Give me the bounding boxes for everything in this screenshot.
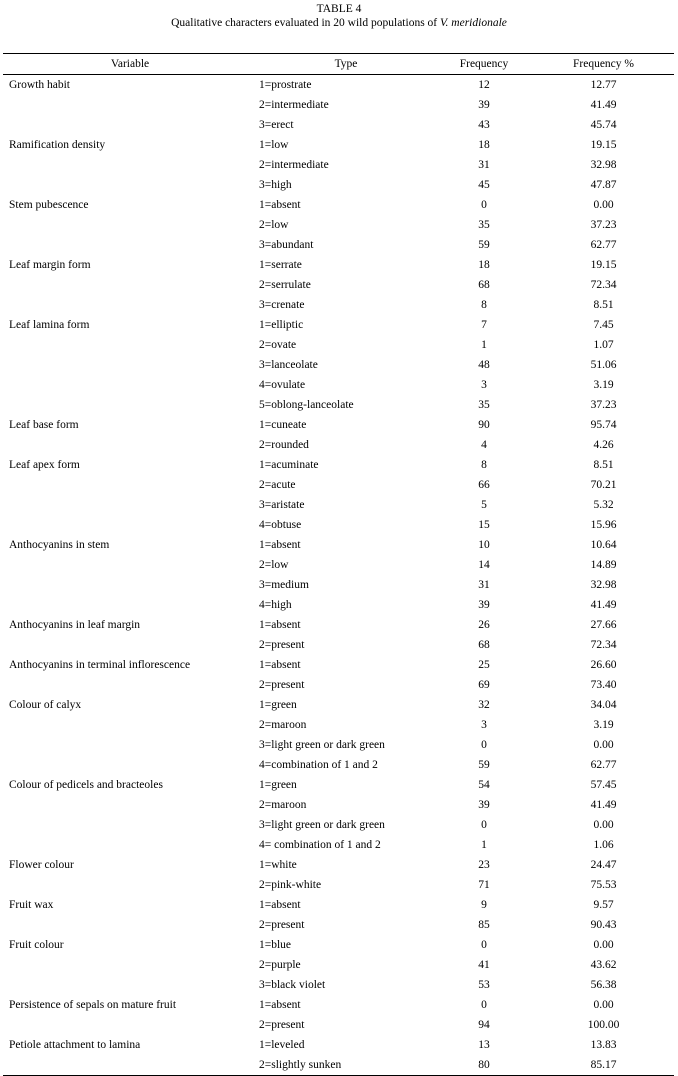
table-row <box>3 835 674 855</box>
variable-cell <box>3 755 257 775</box>
frequency-percent-cell: 7.45 <box>593 319 614 331</box>
variable-cell: Anthocyanins in terminal inflorescence <box>9 659 191 671</box>
frequency-cell: 23 <box>478 859 490 871</box>
frequency-percent-cell: 27.66 <box>590 619 617 631</box>
table-row <box>3 375 674 395</box>
header-type: Type <box>257 54 435 75</box>
frequency-percent-cell: 0.00 <box>593 999 614 1011</box>
frequency-percent-cell: 3.19 <box>593 379 614 391</box>
type-cell: 3=light green or dark green <box>259 819 385 831</box>
table-row <box>3 655 674 675</box>
frequency-cell: 0 <box>481 939 487 951</box>
type-cell: 2=acute <box>259 479 296 491</box>
frequency-percent-cell: 90.43 <box>590 919 617 931</box>
frequency-percent-cell: 14.89 <box>590 559 617 571</box>
frequency-cell: 85 <box>478 919 490 931</box>
table-row <box>3 255 674 275</box>
frequency-percent-cell: 41.49 <box>590 99 617 111</box>
table-row <box>3 895 674 915</box>
table-row <box>3 635 674 655</box>
table-row <box>3 295 674 315</box>
type-cell: 1=serrate <box>259 259 302 271</box>
type-cell: 3=high <box>259 179 292 191</box>
frequency-cell: 45 <box>478 179 490 191</box>
qualitative-characters-table <box>3 53 674 1076</box>
variable-cell <box>3 875 257 895</box>
type-cell: 3=abundant <box>259 239 314 251</box>
frequency-cell: 32 <box>478 699 490 711</box>
frequency-cell: 25 <box>478 659 490 671</box>
type-cell: 3=black violet <box>259 979 326 991</box>
variable-cell: Fruit colour <box>9 939 64 951</box>
type-cell: 1=absent <box>259 539 301 551</box>
variable-cell <box>3 715 257 735</box>
table-row <box>3 195 674 215</box>
frequency-cell: 26 <box>478 619 490 631</box>
variable-cell: Ramification density <box>9 139 106 151</box>
frequency-percent-cell: 41.49 <box>590 799 617 811</box>
table-row <box>3 615 674 635</box>
type-cell: 3=crenate <box>259 299 305 311</box>
variable-cell: Leaf apex form <box>9 459 80 471</box>
variable-cell <box>3 95 257 115</box>
frequency-cell: 69 <box>478 679 490 691</box>
frequency-percent-cell: 100.00 <box>587 1019 620 1031</box>
frequency-cell: 0 <box>481 819 487 831</box>
type-cell: 1=prostrate <box>259 79 312 91</box>
type-cell: 3=lanceolate <box>259 359 318 371</box>
frequency-percent-cell: 73.40 <box>590 679 617 691</box>
frequency-cell: 39 <box>478 799 490 811</box>
variable-cell <box>3 395 257 415</box>
frequency-percent-cell: 8.51 <box>593 459 614 471</box>
frequency-percent-cell: 26.60 <box>590 659 617 671</box>
frequency-percent-cell: 34.04 <box>590 699 617 711</box>
frequency-percent-cell: 37.23 <box>590 399 617 411</box>
header-frequency: Frequency <box>435 54 533 75</box>
frequency-percent-cell: 3.19 <box>593 719 614 731</box>
variable-cell <box>3 975 257 995</box>
frequency-cell: 68 <box>478 639 490 651</box>
table-title <box>0 16 678 30</box>
type-cell: 2=intermediate <box>259 159 329 171</box>
table-row <box>3 275 674 295</box>
frequency-percent-cell: 57.45 <box>590 779 617 791</box>
frequency-percent-cell: 9.57 <box>593 899 614 911</box>
frequency-percent-cell: 8.51 <box>593 299 614 311</box>
variable-cell: Colour of calyx <box>9 699 82 711</box>
frequency-percent-cell: 51.06 <box>590 359 617 371</box>
frequency-cell: 15 <box>478 519 490 531</box>
variable-cell <box>3 215 257 235</box>
table-row <box>3 215 674 235</box>
type-cell: 2=maroon <box>259 799 307 811</box>
frequency-percent-cell: 62.77 <box>590 759 617 771</box>
table-row <box>3 775 674 795</box>
frequency-percent-cell: 75.53 <box>590 879 617 891</box>
frequency-percent-cell: 12.77 <box>590 79 617 91</box>
table-row <box>3 555 674 575</box>
table-row <box>3 595 674 615</box>
header-frequency-percent: Frequency % <box>533 54 674 75</box>
frequency-cell: 12 <box>478 79 490 91</box>
frequency-cell: 68 <box>478 279 490 291</box>
type-cell: 1=green <box>259 699 297 711</box>
variable-cell <box>3 955 257 975</box>
variable-cell <box>3 155 257 175</box>
table-row <box>3 755 674 775</box>
variable-cell <box>3 835 257 855</box>
type-cell: 4= combination of 1 and 2 <box>259 839 381 851</box>
frequency-cell: 9 <box>481 899 487 911</box>
frequency-percent-cell: 72.34 <box>590 639 617 651</box>
type-cell: 1=leveled <box>259 1039 305 1051</box>
variable-cell <box>3 335 257 355</box>
type-cell: 1=absent <box>259 659 301 671</box>
table-row <box>3 175 674 195</box>
variable-cell: Leaf margin form <box>9 259 91 271</box>
table-row <box>3 535 674 555</box>
type-cell: 2=present <box>259 639 305 651</box>
table-row <box>3 335 674 355</box>
frequency-percent-cell: 1.06 <box>593 839 614 851</box>
table-row <box>3 1015 674 1035</box>
frequency-percent-cell: 13.83 <box>590 1039 617 1051</box>
table-row <box>3 1055 674 1076</box>
table-row <box>3 675 674 695</box>
type-cell: 1=blue <box>259 939 292 951</box>
variable-cell: Anthocyanins in leaf margin <box>9 619 141 631</box>
frequency-percent-cell: 10.64 <box>590 539 617 551</box>
frequency-cell: 13 <box>478 1039 490 1051</box>
frequency-percent-cell: 0.00 <box>593 199 614 211</box>
variable-cell: Leaf lamina form <box>9 319 90 331</box>
type-cell: 2=low <box>259 559 289 571</box>
table-row <box>3 135 674 155</box>
table-row <box>3 495 674 515</box>
table-row <box>3 415 674 435</box>
frequency-cell: 4 <box>481 439 487 451</box>
frequency-cell: 59 <box>478 759 490 771</box>
variable-cell <box>3 355 257 375</box>
frequency-cell: 7 <box>481 319 487 331</box>
type-cell: 3=aristate <box>259 499 305 511</box>
type-cell: 1=acuminate <box>259 459 319 471</box>
frequency-cell: 18 <box>478 139 490 151</box>
frequency-percent-cell: 37.23 <box>590 219 617 231</box>
type-cell: 3=erect <box>259 119 294 131</box>
frequency-cell: 71 <box>478 879 490 891</box>
type-cell: 1=low <box>259 139 289 151</box>
table-row <box>3 715 674 735</box>
table-row <box>3 435 674 455</box>
variable-cell <box>3 435 257 455</box>
frequency-cell: 0 <box>481 199 487 211</box>
table-title-text: Qualitative characters evaluated in 20 wild populations of <box>171 17 440 29</box>
frequency-cell: 0 <box>481 739 487 751</box>
table-row <box>3 795 674 815</box>
variable-cell: Stem pubescence <box>9 199 89 211</box>
variable-cell <box>3 1015 257 1035</box>
table-body <box>3 75 674 1076</box>
table-row <box>3 95 674 115</box>
table-row <box>3 115 674 135</box>
frequency-percent-cell: 5.32 <box>593 499 614 511</box>
table-row <box>3 155 674 175</box>
frequency-percent-cell: 24.47 <box>590 859 617 871</box>
variable-cell <box>3 275 257 295</box>
type-cell: 1=absent <box>259 619 301 631</box>
type-cell: 1=green <box>259 779 297 791</box>
frequency-cell: 8 <box>481 459 487 471</box>
frequency-cell: 3 <box>481 379 487 391</box>
frequency-cell: 39 <box>478 599 490 611</box>
type-cell: 2=rounded <box>259 439 309 451</box>
frequency-cell: 31 <box>478 159 490 171</box>
type-cell: 2=present <box>259 919 305 931</box>
type-cell: 2=present <box>259 1019 305 1031</box>
type-cell: 3=medium <box>259 579 309 591</box>
frequency-cell: 1 <box>481 839 487 851</box>
frequency-cell: 41 <box>478 959 490 971</box>
type-cell: 2=purple <box>259 959 301 971</box>
table-label: TABLE 4 <box>316 3 362 15</box>
frequency-cell: 10 <box>478 539 490 551</box>
frequency-percent-cell: 47.87 <box>590 179 617 191</box>
frequency-cell: 53 <box>478 979 490 991</box>
frequency-cell: 66 <box>478 479 490 491</box>
frequency-cell: 39 <box>478 99 490 111</box>
frequency-percent-cell: 85.17 <box>533 1055 674 1076</box>
frequency-cell: 14 <box>478 559 490 571</box>
type-cell: 2=low <box>259 219 289 231</box>
table-header-row <box>3 54 674 75</box>
variable-cell <box>3 595 257 615</box>
variable-cell <box>3 915 257 935</box>
table-row <box>3 695 674 715</box>
frequency-cell: 8 <box>481 299 487 311</box>
type-cell: 1=absent <box>259 899 301 911</box>
frequency-cell: 48 <box>478 359 490 371</box>
frequency-percent-cell: 1.07 <box>593 339 614 351</box>
frequency-cell: 18 <box>478 259 490 271</box>
frequency-cell: 43 <box>478 119 490 131</box>
table-row <box>3 455 674 475</box>
variable-cell <box>3 675 257 695</box>
frequency-percent-cell: 4.26 <box>593 439 614 451</box>
variable-cell: Anthocyanins in stem <box>9 539 110 551</box>
table-row <box>3 475 674 495</box>
table-row <box>3 735 674 755</box>
frequency-cell: 94 <box>478 1019 490 1031</box>
variable-cell: Leaf base form <box>9 419 79 431</box>
variable-cell <box>3 115 257 135</box>
variable-cell: Growth habit <box>9 79 71 91</box>
variable-cell: Flower colour <box>9 859 74 871</box>
table-row <box>3 515 674 535</box>
table-row <box>3 1035 674 1055</box>
variable-cell <box>3 515 257 535</box>
frequency-percent-cell: 0.00 <box>593 939 614 951</box>
table-row <box>3 875 674 895</box>
frequency-cell: 0 <box>481 999 487 1011</box>
type-cell: 4=combination of 1 and 2 <box>259 759 378 771</box>
type-cell: 2=intermediate <box>259 99 329 111</box>
type-cell: 2=pink-white <box>259 879 322 891</box>
type-cell: 2=serrulate <box>259 279 311 291</box>
frequency-percent-cell: 15.96 <box>590 519 617 531</box>
frequency-percent-cell: 41.49 <box>590 599 617 611</box>
table-row <box>3 995 674 1015</box>
type-cell: 3=light green or dark green <box>259 739 385 751</box>
frequency-percent-cell: 43.62 <box>590 959 617 971</box>
variable-cell <box>3 235 257 255</box>
table-row <box>3 935 674 955</box>
type-cell: 2=present <box>259 679 305 691</box>
variable-cell <box>3 375 257 395</box>
variable-cell <box>3 475 257 495</box>
frequency-cell: 1 <box>481 339 487 351</box>
variable-cell <box>3 795 257 815</box>
table-row <box>3 975 674 995</box>
frequency-percent-cell: 19.15 <box>590 259 617 271</box>
frequency-cell: 35 <box>478 399 490 411</box>
frequency-percent-cell: 0.00 <box>593 819 614 831</box>
frequency-cell: 54 <box>478 779 490 791</box>
frequency-percent-cell: 32.98 <box>590 159 617 171</box>
table-row <box>3 955 674 975</box>
frequency-cell: 90 <box>478 419 490 431</box>
frequency-percent-cell: 32.98 <box>590 579 617 591</box>
type-cell: 1=elliptic <box>259 319 304 331</box>
variable-cell: Persistence of sepals on mature fruit <box>9 999 177 1011</box>
variable-cell <box>3 1055 257 1076</box>
table-row <box>3 915 674 935</box>
variable-cell <box>3 575 257 595</box>
frequency-percent-cell: 95.74 <box>590 419 617 431</box>
frequency-percent-cell: 70.21 <box>590 479 617 491</box>
type-cell: 1=absent <box>259 199 301 211</box>
variable-cell <box>3 815 257 835</box>
variable-cell <box>3 295 257 315</box>
frequency-percent-cell: 72.34 <box>590 279 617 291</box>
frequency-percent-cell: 56.38 <box>590 979 617 991</box>
frequency-percent-cell: 45.74 <box>590 119 617 131</box>
table-title-species: V. meridionale <box>440 17 507 29</box>
type-cell: 4=obtuse <box>259 519 302 531</box>
variable-cell <box>3 495 257 515</box>
frequency-percent-cell: 0.00 <box>593 739 614 751</box>
frequency-cell: 3 <box>481 719 487 731</box>
type-cell: 4=high <box>259 599 292 611</box>
frequency-percent-cell: 62.77 <box>590 239 617 251</box>
frequency-cell: 35 <box>478 219 490 231</box>
variable-cell <box>3 735 257 755</box>
frequency-percent-cell: 19.15 <box>590 139 617 151</box>
type-cell: 1=white <box>259 859 297 871</box>
table-row <box>3 575 674 595</box>
table-row <box>3 355 674 375</box>
table-row <box>3 815 674 835</box>
table-row <box>3 75 674 96</box>
variable-cell <box>3 635 257 655</box>
type-cell: 1=absent <box>259 999 301 1011</box>
type-cell: 4=ovulate <box>259 379 306 391</box>
frequency-cell: 80 <box>435 1055 533 1076</box>
table-row <box>3 855 674 875</box>
variable-cell <box>3 175 257 195</box>
header-variable: Variable <box>3 54 257 75</box>
variable-cell <box>3 555 257 575</box>
frequency-cell: 5 <box>481 499 487 511</box>
type-cell: 2=slightly sunken <box>257 1055 435 1076</box>
frequency-cell: 59 <box>478 239 490 251</box>
table-row <box>3 395 674 415</box>
frequency-cell: 31 <box>478 579 490 591</box>
type-cell: 1=cuneate <box>259 419 307 431</box>
variable-cell: Colour of pedicels and bracteoles <box>9 779 163 791</box>
type-cell: 2=ovate <box>259 339 297 351</box>
table-row <box>3 315 674 335</box>
type-cell: 2=maroon <box>259 719 307 731</box>
type-cell: 5=oblong-lanceolate <box>259 399 354 411</box>
variable-cell: Petiole attachment to lamina <box>9 1039 141 1051</box>
table-row <box>3 235 674 255</box>
variable-cell: Fruit wax <box>9 899 54 911</box>
